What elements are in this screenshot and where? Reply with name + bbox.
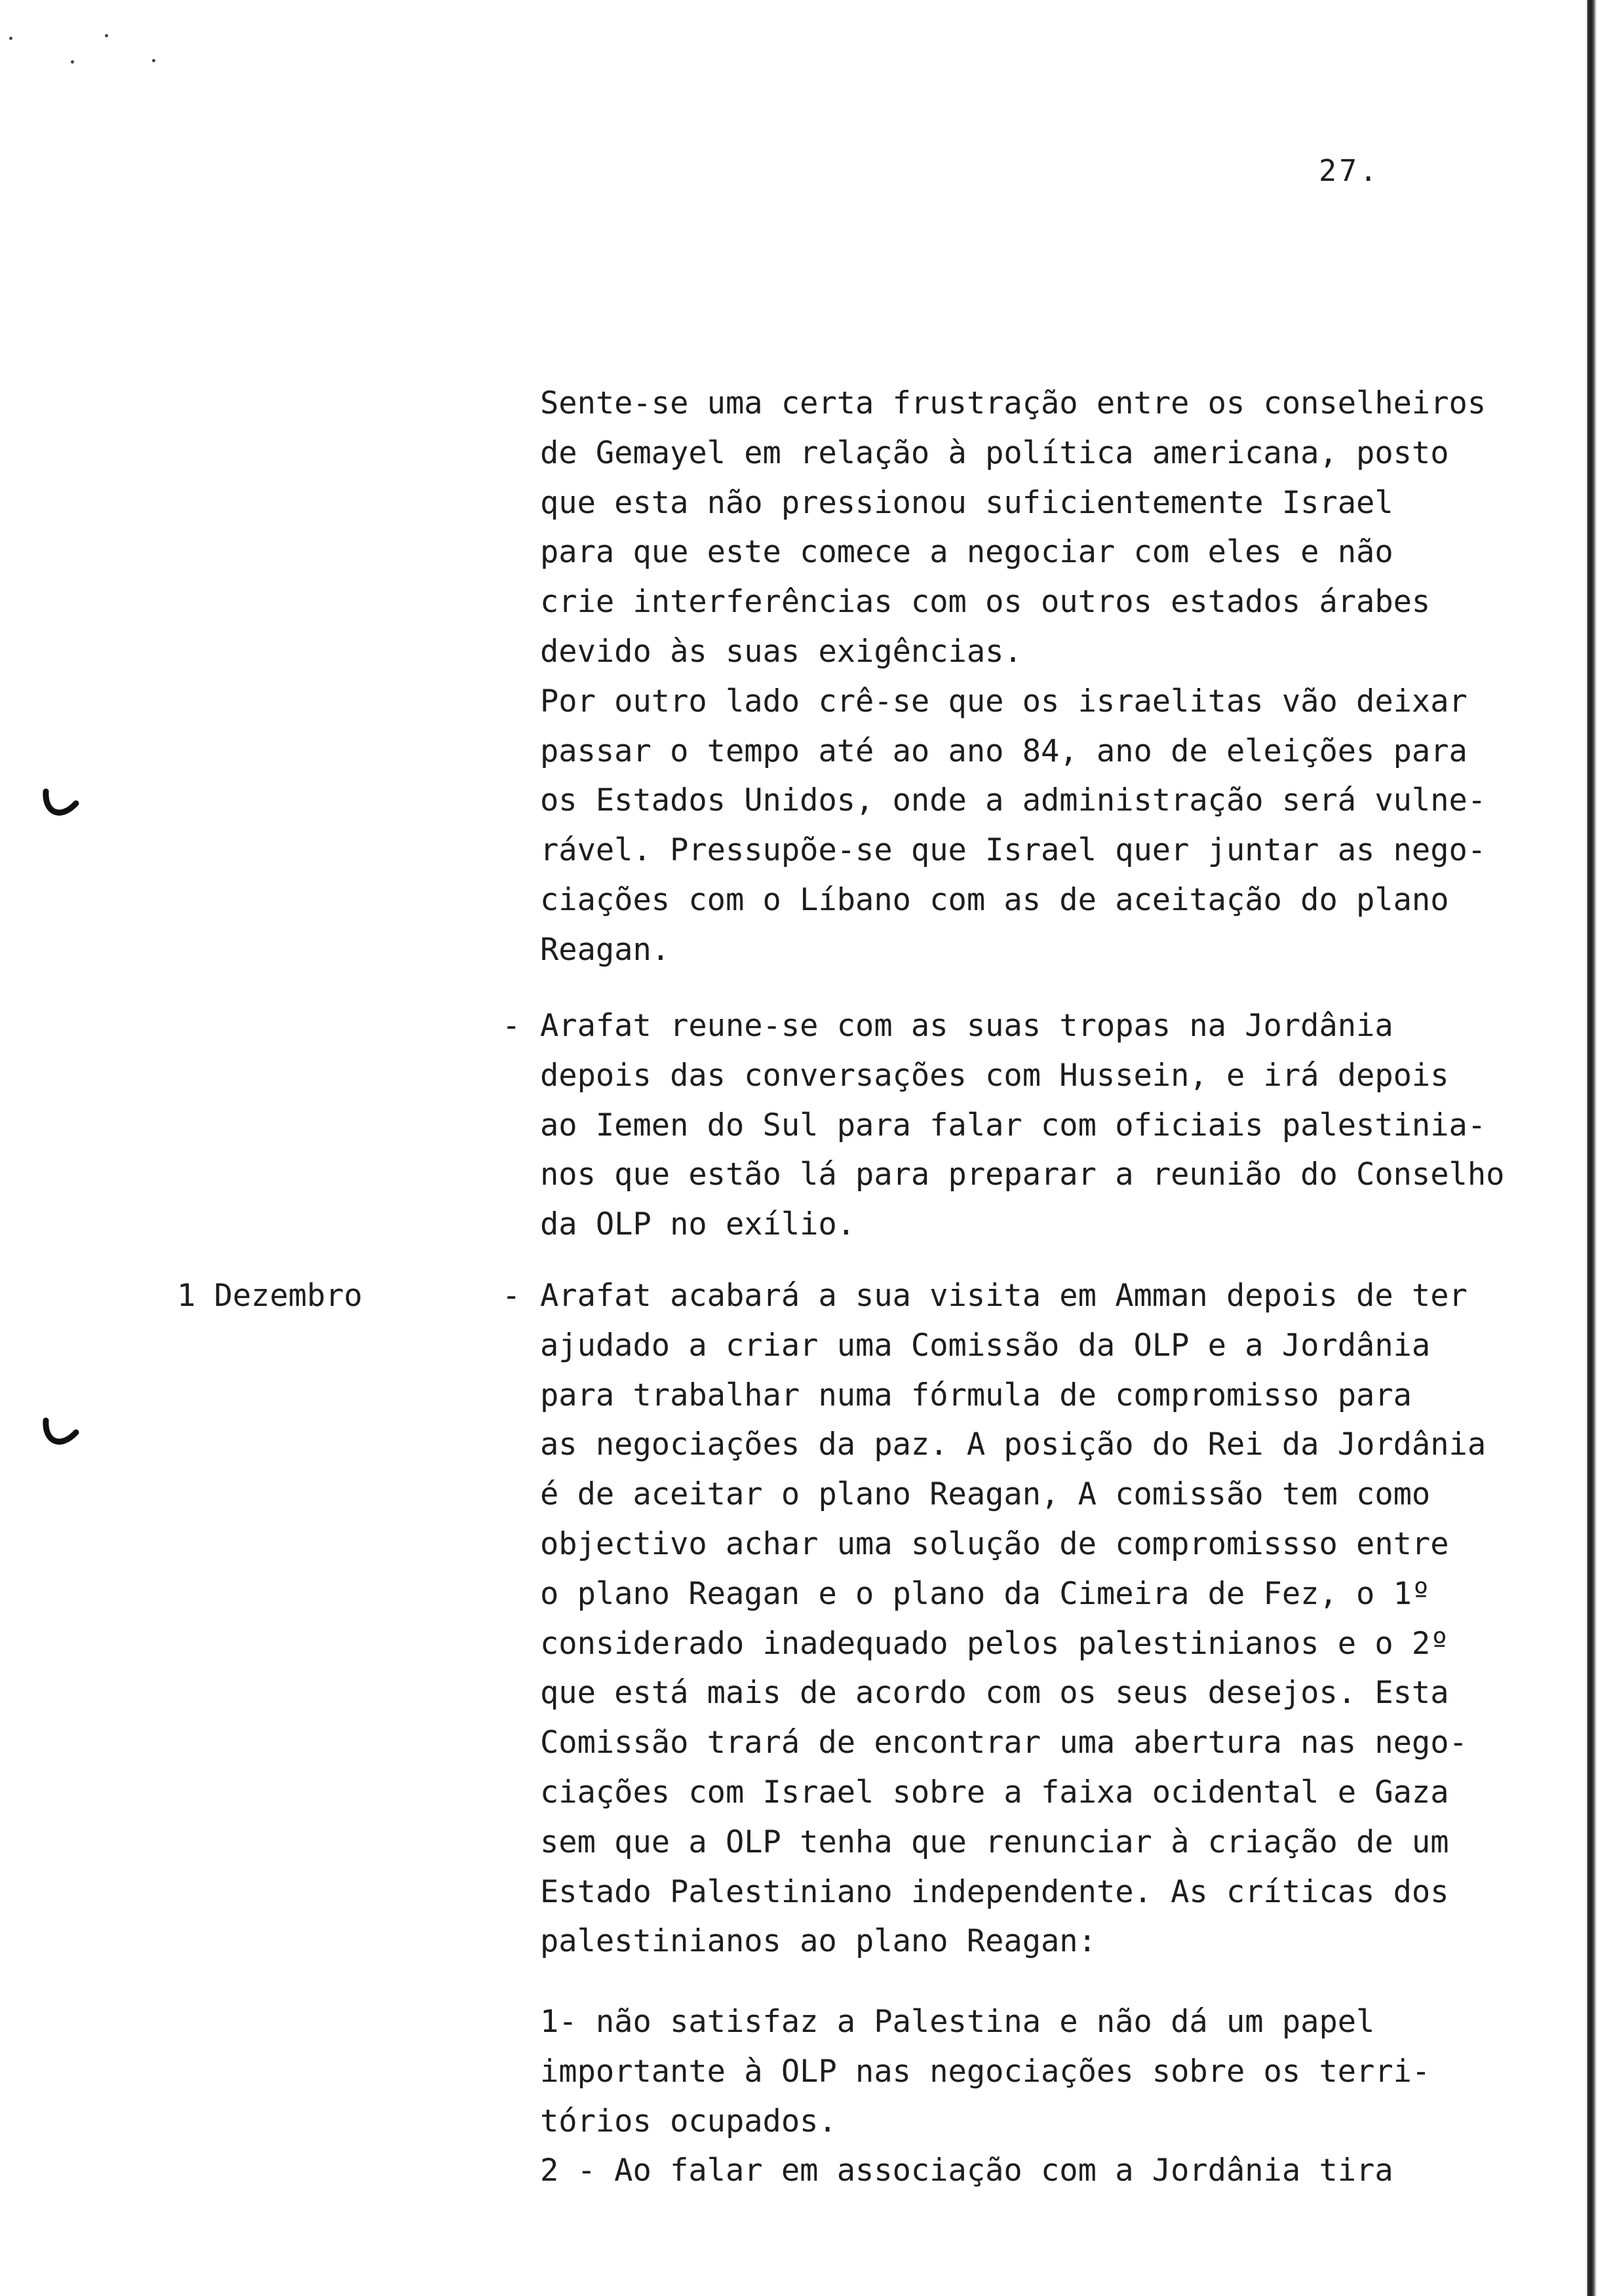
list-item-line: importante à OLP nas negociações sobre os terri-	[540, 2053, 1431, 2090]
text-line: para trabalhar numa fórmula de compromisso para	[540, 1377, 1412, 1413]
text-line: Estado Palestiniano independente. As críticas dos	[540, 1873, 1449, 1910]
text-line: ciações com Israel sobre a faixa ocidental e Gaza	[540, 1774, 1449, 1810]
text-line: as negociações da paz. A posição do Rei da Jordânia	[540, 1426, 1487, 1463]
text-line: ciações com o Líbano com as de aceitação do plano	[540, 881, 1449, 918]
scan-speck	[9, 37, 12, 40]
binder-hole-mark-icon	[41, 786, 80, 826]
text-line: considerado inadequado pelos palestinianos e o 2º	[540, 1625, 1449, 1662]
text-line: para que este comece a negociar com eles e não	[540, 534, 1393, 571]
text-line: que esta não pressionou suficientemente Israel	[540, 484, 1393, 521]
text-line: rável. Pressupõe-se que Israel quer juntar as nego-	[540, 832, 1487, 869]
text-line: os Estados Unidos, onde a administração será vulne-	[540, 782, 1487, 819]
text-line: que está mais de acordo com os seus desejos. Esta	[540, 1675, 1449, 1712]
criticism-list	[540, 1997, 1589, 2196]
text-line: depois das conversações com Hussein, e irá depois	[540, 1057, 1449, 1094]
text-line: palestinianos ao plano Reagan:	[540, 1923, 1097, 1960]
bullet-dash: -	[502, 1278, 521, 1314]
text-line: Reagan.	[540, 931, 671, 968]
scanned-page-edge	[1585, 0, 1615, 2296]
paragraph-gemayel-frustration	[540, 379, 1589, 975]
scan-speck	[105, 34, 108, 37]
text-line: é de aceitar o plano Reagan, A comissão tem como	[540, 1476, 1431, 1513]
text-line: da OLP no exílio.	[540, 1206, 856, 1243]
text-line: crie interferências com os outros estados árabes	[540, 584, 1431, 621]
page-number: 27.	[1319, 153, 1380, 188]
scan-speck	[71, 60, 74, 64]
text-line: sem que a OLP tenha que renunciar à criação de um	[540, 1824, 1449, 1860]
list-item-line: tórios ocupados.	[540, 2103, 837, 2139]
text-line: Sente-se uma certa frustração entre os conselheiros	[540, 385, 1487, 421]
text-line: devido às suas exigências.	[540, 633, 1022, 670]
text-line: ao Iemen do Sul para falar com oficiais palestinia-	[540, 1107, 1487, 1143]
text-line: nos que estão lá para preparar a reunião do Conselho	[540, 1157, 1505, 1193]
text-line: objectivo achar uma solução de compromissso entre	[540, 1525, 1449, 1562]
text-line: Arafat acabará a sua visita em Amman depois de ter	[540, 1278, 1468, 1314]
binder-hole-mark-icon	[41, 1415, 80, 1455]
paragraph-arafat-amman	[540, 1271, 1589, 1966]
bullet-dash: -	[502, 1008, 521, 1044]
date-label: 1 Dezembro	[177, 1278, 362, 1314]
scan-speck	[152, 59, 155, 62]
paragraph-arafat-troops	[540, 1001, 1589, 1250]
text-line: ajudado a criar uma Comissão da OLP e a Jordânia	[540, 1327, 1431, 1364]
text-line: Arafat reune-se com as suas tropas na Jordânia	[540, 1008, 1393, 1044]
text-line: passar o tempo até ao ano 84, ano de eleições para	[540, 733, 1468, 769]
text-line: Comissão trará de encontrar uma abertura nas nego-	[540, 1725, 1468, 1761]
text-line: de Gemayel em relação à política americana, posto	[540, 434, 1449, 471]
text-line: Por outro lado crê-se que os israelitas vão deixar	[540, 683, 1468, 719]
list-item-line: 1- não satisfaz a Palestina e não dá um papel	[540, 2004, 1375, 2040]
list-item-line: 2 - Ao falar em associação com a Jordânia tira	[540, 2152, 1393, 2189]
text-line: o plano Reagan e o plano da Cimeira de Fez, o 1º	[540, 1575, 1431, 1612]
